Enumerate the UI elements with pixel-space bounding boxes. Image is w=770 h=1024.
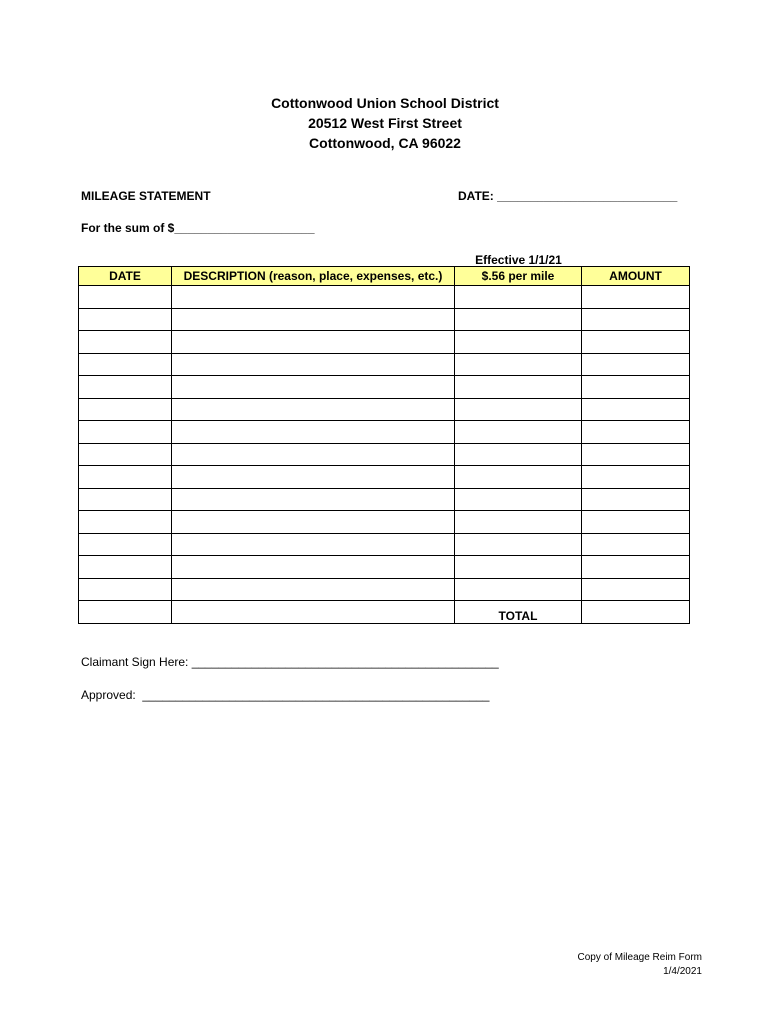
amount-cell[interactable] — [582, 511, 690, 534]
miles-cell[interactable] — [455, 488, 582, 511]
district-street: 20512 West First Street — [308, 115, 462, 131]
table-row — [79, 443, 690, 466]
column-header-amount: AMOUNT — [582, 267, 690, 286]
miles-cell[interactable] — [455, 556, 582, 579]
table-row — [79, 286, 690, 309]
table-row — [79, 331, 690, 354]
table-row — [79, 533, 690, 556]
description-cell[interactable] — [172, 421, 455, 444]
amount-cell[interactable] — [582, 466, 690, 489]
approved-signature-field[interactable]: Approved: ____________________________________________________ — [81, 688, 490, 702]
table-row — [79, 511, 690, 534]
miles-cell[interactable] — [455, 308, 582, 331]
miles-cell[interactable] — [455, 353, 582, 376]
date-cell[interactable] — [79, 443, 172, 466]
description-cell[interactable] — [172, 488, 455, 511]
form-footer — [578, 951, 702, 979]
date-cell[interactable] — [79, 556, 172, 579]
date-cell[interactable] — [79, 353, 172, 376]
form-title: MILEAGE STATEMENT — [81, 189, 211, 203]
district-city: Cottonwood, CA 96022 — [309, 135, 461, 151]
miles-cell[interactable] — [455, 286, 582, 309]
miles-cell[interactable] — [455, 421, 582, 444]
date-cell[interactable] — [79, 308, 172, 331]
miles-cell[interactable] — [455, 533, 582, 556]
district-name: Cottonwood Union School District — [271, 95, 499, 111]
table-row — [79, 421, 690, 444]
description-cell[interactable] — [172, 443, 455, 466]
date-cell[interactable] — [79, 398, 172, 421]
table-header-row — [79, 267, 690, 286]
table-row — [79, 488, 690, 511]
amount-cell[interactable] — [582, 443, 690, 466]
district-header — [0, 93, 770, 153]
date-cell[interactable] — [79, 511, 172, 534]
rate-effective: Effective 1/1/21 — [475, 253, 562, 267]
amount-cell[interactable] — [582, 398, 690, 421]
date-cell[interactable] — [79, 533, 172, 556]
description-cell[interactable] — [172, 511, 455, 534]
sum-field[interactable]: For the sum of $_____________________ — [81, 221, 315, 235]
mileage-table — [78, 266, 690, 624]
date-cell[interactable] — [79, 421, 172, 444]
miles-cell[interactable] — [455, 398, 582, 421]
description-cell[interactable] — [172, 533, 455, 556]
date-cell[interactable] — [79, 376, 172, 399]
column-header-rate: $.56 per mile — [455, 267, 582, 286]
claimant-signature-field[interactable]: Claimant Sign Here: ______________________________________________ — [81, 655, 499, 669]
description-cell[interactable] — [172, 601, 455, 624]
table-row — [79, 308, 690, 331]
table-row — [79, 376, 690, 399]
amount-cell[interactable] — [582, 286, 690, 309]
column-header-description: DESCRIPTION (reason, place, expenses, etc.) — [172, 267, 455, 286]
footer-date: 1/4/2021 — [663, 966, 702, 977]
miles-cell[interactable] — [455, 466, 582, 489]
amount-cell[interactable] — [582, 488, 690, 511]
description-cell[interactable] — [172, 376, 455, 399]
miles-cell[interactable] — [455, 443, 582, 466]
date-field[interactable]: DATE: ___________________________ — [458, 189, 678, 203]
amount-cell[interactable] — [582, 331, 690, 354]
description-cell[interactable] — [172, 286, 455, 309]
amount-cell[interactable] — [582, 308, 690, 331]
table-row — [79, 466, 690, 489]
date-cell[interactable] — [79, 488, 172, 511]
description-cell[interactable] — [172, 308, 455, 331]
total-label: TOTAL — [455, 601, 582, 624]
amount-cell[interactable] — [582, 533, 690, 556]
description-cell[interactable] — [172, 331, 455, 354]
miles-cell[interactable] — [455, 331, 582, 354]
amount-cell[interactable] — [582, 556, 690, 579]
date-cell[interactable] — [79, 578, 172, 601]
table-row — [79, 578, 690, 601]
table-row — [79, 353, 690, 376]
description-cell[interactable] — [172, 578, 455, 601]
description-cell[interactable] — [172, 353, 455, 376]
description-cell[interactable] — [172, 466, 455, 489]
column-header-date: DATE — [79, 267, 172, 286]
date-cell[interactable] — [79, 286, 172, 309]
amount-cell[interactable] — [582, 376, 690, 399]
miles-cell[interactable] — [455, 376, 582, 399]
total-amount-cell[interactable] — [582, 601, 690, 624]
footer-form-name: Copy of Mileage Reim Form — [577, 952, 702, 963]
total-row — [79, 601, 690, 624]
miles-cell[interactable] — [455, 511, 582, 534]
table-row — [79, 398, 690, 421]
description-cell[interactable] — [172, 398, 455, 421]
table-row — [79, 556, 690, 579]
date-cell[interactable] — [79, 331, 172, 354]
amount-cell[interactable] — [582, 578, 690, 601]
description-cell[interactable] — [172, 556, 455, 579]
date-cell[interactable] — [79, 466, 172, 489]
date-cell[interactable] — [79, 601, 172, 624]
miles-cell[interactable] — [455, 578, 582, 601]
amount-cell[interactable] — [582, 353, 690, 376]
amount-cell[interactable] — [582, 421, 690, 444]
